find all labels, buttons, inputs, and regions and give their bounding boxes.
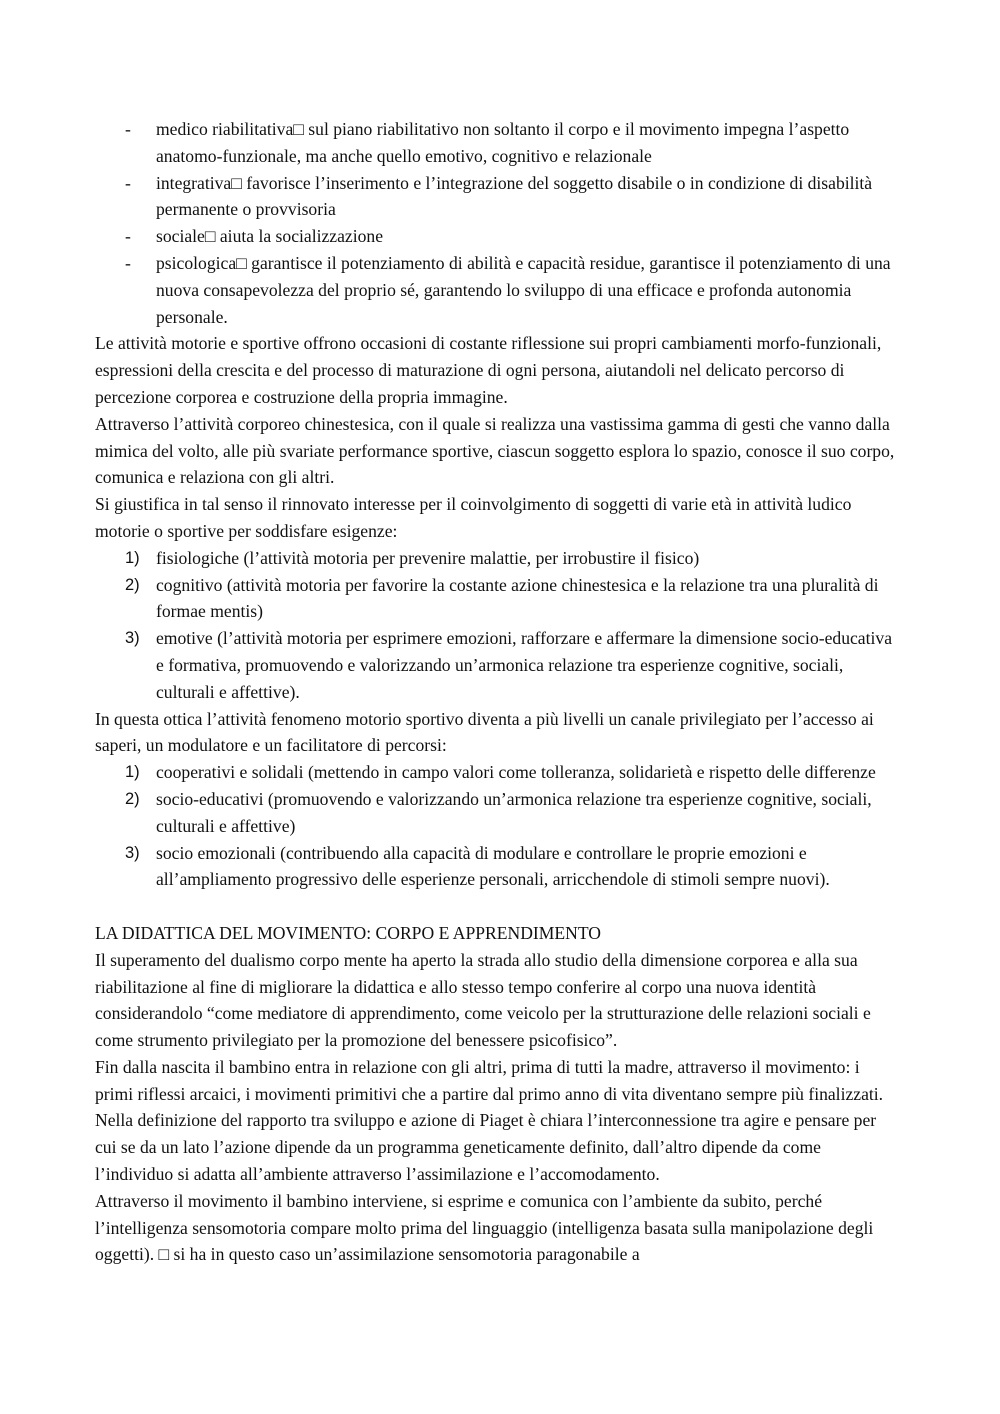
list-item xyxy=(95,116,895,170)
list-item-text: fisiologiche (l’attività motoria per prevenire malattie, per irrobustire il fisico) xyxy=(156,547,700,568)
dash-marker: - xyxy=(125,119,131,139)
spacer xyxy=(95,893,895,920)
list-item-text: sociale□ aiuta la socializzazione xyxy=(156,226,384,247)
paths-list xyxy=(95,759,895,893)
list-item-text: emotive (l’attività motoria per esprimere emozioni, rafforzare e affermare la dimensione socio-educativa e formativa, promuovendo e valorizzando un’armonica relazione tra esperienze cognitive, sociali, culturali e affettive). xyxy=(156,628,892,702)
paragraph: In questa ottica l’attività fenomeno motorio sportivo diventa a più livelli un canale privilegiato per l’accesso ai saperi, un modulatore e un facilitatore di percorsi: xyxy=(95,708,874,756)
paragraph: Il superamento del dualismo corpo mente ha aperto la strada allo studio della dimensione corporea e alla sua riabilitazione al fine di migliorare la didattica e allo stesso tempo conferire al corpo una nuova identità considerandolo “come mediatore di apprendimento, come veicolo per la strutturazione delle relazioni sociali e come strumento privilegiato per la promozione del benessere psicofisico”. xyxy=(95,949,871,1051)
list-item-text: socio-educativi (promuovendo e valorizzando un’armonica relazione tra esperienze cognitive, sociali, culturali e affettive) xyxy=(156,788,872,836)
number-marker: 1) xyxy=(125,548,140,567)
paragraph: Fin dalla nascita il bambino entra in relazione con gli altri, prima di tutti la madre, attraverso il movimento: i primi riflessi arcaici, i movimenti primitivi che a partire dal primo anno di vita diventano sempre più finalizzati. xyxy=(95,1056,884,1104)
list-item-text: cooperativi e solidali (mettendo in campo valori come tolleranza, solidarietà e rispetto delle differenze xyxy=(156,762,876,783)
list-item-text: socio emozionali (contribuendo alla capacità di modulare e controllare le proprie emozioni e all’ampliamento progressivo delle esperienze personali, arricchendole di stimoli sempre nuovi). xyxy=(156,842,830,890)
list-item xyxy=(95,223,895,250)
list-item xyxy=(95,572,895,626)
list-item xyxy=(95,250,895,330)
list-item xyxy=(95,545,895,572)
paragraph: Si giustifica in tal senso il rinnovato interesse per il coinvolgimento di soggetti di varie età in attività ludico motorie o sportive per soddisfare esigenze: xyxy=(95,494,852,541)
number-marker: 1) xyxy=(125,763,140,782)
list-item-text: integrativa□ favorisce l’inserimento e l’integrazione del soggetto disabile o in condizione di disabilità permanente o provvisoria xyxy=(156,172,873,220)
list-item xyxy=(95,840,895,894)
dash-marker: - xyxy=(125,252,131,273)
needs-list xyxy=(95,545,895,706)
list-item-text: psicologica□ garantisce il potenziamento di abilità e capacità residue, garantisce il potenziamento di una nuova consapevolezza del proprio sé, garantendo lo sviluppo di una efficace e profonda autonomia personale. xyxy=(156,252,891,327)
dash-marker: - xyxy=(125,172,131,193)
list-item xyxy=(95,759,895,786)
dash-marker: - xyxy=(125,226,131,247)
list-item xyxy=(95,625,895,705)
list-item-text: medico riabilitativa□ sul piano riabilitativo non soltanto il corpo e il movimento impegna l’aspetto anatomo-funzionale, ma anche quello emotivo, cognitivo e relazionale xyxy=(156,119,850,166)
number-marker: 3) xyxy=(125,843,140,862)
list-item xyxy=(95,170,895,224)
paragraph: Attraverso il movimento il bambino interviene, si esprime e comunica con l’ambiente da subito, perché l’intelligenza sensomotoria compare molto prima del linguaggio (intelligenza basata sulla manipolazione degli oggetti). □ si ha in questo caso un’assimilazione sensomotoria paragonabile a xyxy=(95,1190,874,1265)
section-heading: LA DIDATTICA DEL MOVIMENTO: CORPO E APPRENDIMENTO xyxy=(95,922,601,943)
document-page xyxy=(95,116,895,1268)
list-item-text: cognitivo (attività motoria per favorire la costante azione chinestesica e la relazione tra una pluralità di formae mentis) xyxy=(156,574,879,622)
function-list xyxy=(95,116,895,330)
number-marker: 2) xyxy=(125,575,140,594)
number-marker: 3) xyxy=(125,629,140,648)
list-item xyxy=(95,786,895,840)
number-marker: 2) xyxy=(125,789,140,808)
paragraph: Nella definizione del rapporto tra sviluppo e azione di Piaget è chiara l’interconnessione tra agire e pensare per cui se da un lato l’azione dipende da un programma geneticamente definito, dall’altro dipende da come l’individuo si adatta all’ambiente attraverso l’assimilazione e l’accomodamento. xyxy=(95,1110,877,1185)
paragraph: Le attività motorie e sportive offrono occasioni di costante riflessione sui propri cambiamenti morfo-funzionali, espressioni della crescita e del processo di maturazione di ogni persona, aiutandoli nel delicato percorso di percezione corporea e costruzione della propria immagine. xyxy=(95,333,882,407)
paragraph: Attraverso l’attività corporeo chinestesica, con il quale si realizza una vastissima gamma di gesti che vanno dalla mimica del volto, alle più svariate performance sportive, ciascun soggetto esplora lo spazio, conosce il suo corpo, comunica e relaziona con gli altri. xyxy=(95,413,895,488)
